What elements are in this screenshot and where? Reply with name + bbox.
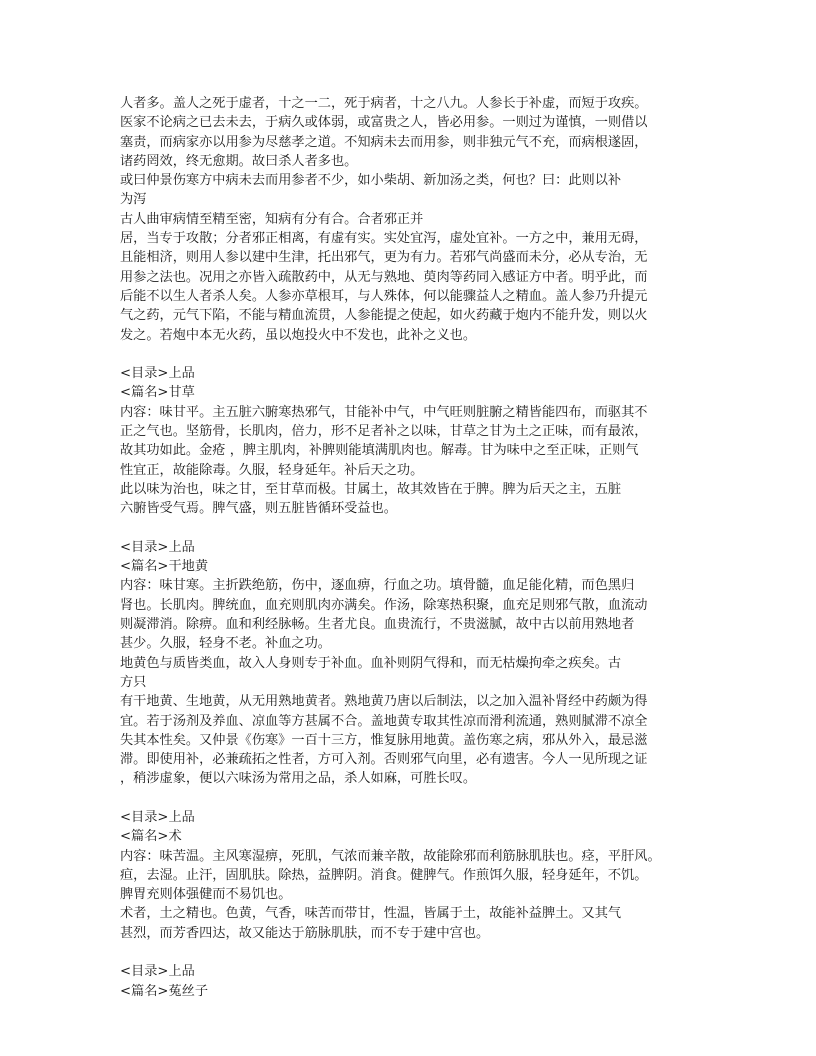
entry-line: 失其本性矣。又仲景《伤寒》一百十三方，惟复脉用地黄。盖伤寒之病，邪从外入，最忌滋 [120, 732, 648, 748]
entry-line: 地黄色与质皆类血，故入人身则专于补血。血补则阴气得和，而无枯燥拘牵之疾矣。古 [120, 655, 622, 671]
entry-catalog: <目录>上品 [120, 366, 195, 382]
entry-line: 滞。即使用补，必兼疏拓之性者，方可入剂。否则邪气向里，必有遗害。今人一见所现之证 [120, 752, 648, 768]
entry-line: 内容：味甘寒。主折跌绝筋，伤中，逐血痹，行血之功。填骨髓，血足能化精，而色黑归 [120, 578, 635, 594]
entry-line: 肾也。长肌肉。脾统血，血充则肌肉亦满矣。作汤，除寒热积聚，血充足则邪气散，血流动 [120, 597, 648, 613]
entry-catalog: <目录>上品 [120, 964, 195, 980]
entry-line: 宜。若于汤剂及养血、凉血等方甚属不合。盖地黄专取其性凉而滑利流通，熟则腻滞不凉全 [120, 713, 648, 729]
entry-line: 方只 [120, 674, 147, 690]
section-gap [120, 943, 700, 962]
intro-line: 为泻 [120, 192, 147, 208]
entry-title: <篇名>菟丝子 [120, 983, 209, 999]
entry-line: 有干地黄、生地黄，从无用熟地黄者。熟地黄乃唐以后制法，以之加入温补肾经中药颇为得 [120, 694, 648, 710]
intro-line: 塞责，而病家亦以用参为尽慈孝之道。不知病未去而用参，则非独元气不充，而病根遂固， [120, 134, 648, 150]
entry-line: 疸，去湿。止汗，固肌肤。除热，益脾阴。消食。健脾气。作煎饵久服，轻身延年，不饥。 [120, 867, 648, 883]
entry-line: 故其功如此。金疮 ，脾主肌肉，补脾则能填满肌肉也。解毒。甘为味中之至正味，正则气 [120, 443, 639, 459]
entry-zhu [120, 808, 700, 943]
intro-line: 且能相济，则用人参以建中生津，托出邪气，更为有力。若邪气尚盛而未分，必从专治，无 [120, 250, 648, 266]
intro-line: 用参之法也。况用之亦皆入疏散药中，从无与熟地、萸肉等药同入感证方中者。明乎此，而 [120, 269, 648, 285]
entry-line: 甚少。久服，轻身不老。补血之功。 [120, 636, 331, 652]
entry-title: <篇名>术 [120, 829, 182, 845]
entry-line: 性宜正，故能除毒。久服，轻身延年。补后天之功。 [120, 462, 424, 478]
intro-line: 诸药罔效，终无愈期。故曰杀人者多也。 [120, 153, 358, 169]
intro-line: 发之。若炮中本无火药，虽以炮投火中不发也，此补之义也。 [120, 327, 477, 343]
entry-line: ，稍涉虚象，便以六味汤为常用之品，杀人如麻，可胜长叹。 [120, 771, 477, 787]
document-page [120, 94, 700, 1001]
entry-tusizi [120, 962, 700, 1001]
entry-gancao [120, 364, 700, 518]
intro-line: 人者多。盖人之死于虚者，十之一二，死于病者，十之八九。人参长于补虚，而短于攻疾。 [120, 96, 648, 111]
entry-gandihuang [120, 538, 700, 789]
entry-title: <篇名>甘草 [120, 385, 195, 401]
entry-line: 正之气也。坚筋骨，长肌肉，倍力，形不足者补之以味，甘草之甘为土之正味，而有最浓， [120, 424, 648, 440]
intro-section [120, 94, 700, 345]
entry-catalog: <目录>上品 [120, 539, 195, 555]
intro-line: 古人曲审病情至精至密，知病有分有合。合者邪正并 [120, 211, 424, 227]
intro-line: 医家不论病之已去未去，于病久或体弱，或富贵之人，皆必用参。一则过为谨慎，一则借以 [120, 115, 648, 131]
entry-line: 术者，土之精也。色黄，气香，味苦而带甘，性温，皆属于土，故能补益脾土。又其气 [120, 906, 622, 922]
entry-line: 甚烈，而芳香四达，故又能达于筋脉肌肤，而不专于建中宫也。 [120, 925, 490, 941]
section-gap [120, 345, 700, 364]
section-gap [120, 519, 700, 538]
intro-line: 或曰仲景伤寒方中病未去而用参者不少，如小柴胡、新加汤之类，何也？曰：此则以补 [120, 173, 622, 189]
entry-line: 内容：味苦温。主风寒湿痹，死肌，气浓而兼辛散，故能除邪而利筋脉肌肤也。痉，平肝风。 [120, 848, 661, 864]
section-gap [120, 789, 700, 808]
entry-line: 脾胃充则体强健而不易饥也。 [120, 887, 292, 903]
entry-line: 此以味为治也，味之甘，至甘草而极。甘属土，故其效皆在于脾。脾为后天之主，五脏 [120, 481, 622, 497]
entry-catalog: <目录>上品 [120, 809, 195, 825]
entry-line: 则凝滞消。除痹。血和利经脉畅。生者尤良。血贵流行，不贵滋腻，故中古以前用熟地者 [120, 617, 635, 633]
entry-line: 六腑皆受气焉。脾气盛，则五脏皆循环受益也。 [120, 501, 397, 517]
intro-line: 后能不以生人者杀人矣。人参亦草根耳，与人殊体，何以能骤益人之精血。盖人参乃升提元 [120, 288, 648, 304]
entry-title: <篇名>干地黄 [120, 559, 209, 575]
entry-line: 内容：味甘平。主五脏六腑寒热邪气，甘能补中气，中气旺则脏腑之精皆能四布，而驱其不 [120, 404, 648, 420]
intro-line: 气之药，元气下陷，不能与精血流贯，人参能提之使起，如火药藏于炮内不能升发，则以火 [120, 308, 648, 324]
intro-line: 居，当专于攻散；分者邪正相离，有虚有实。实处宜泻，虚处宜补。一方之中，兼用无碍， [120, 231, 648, 247]
